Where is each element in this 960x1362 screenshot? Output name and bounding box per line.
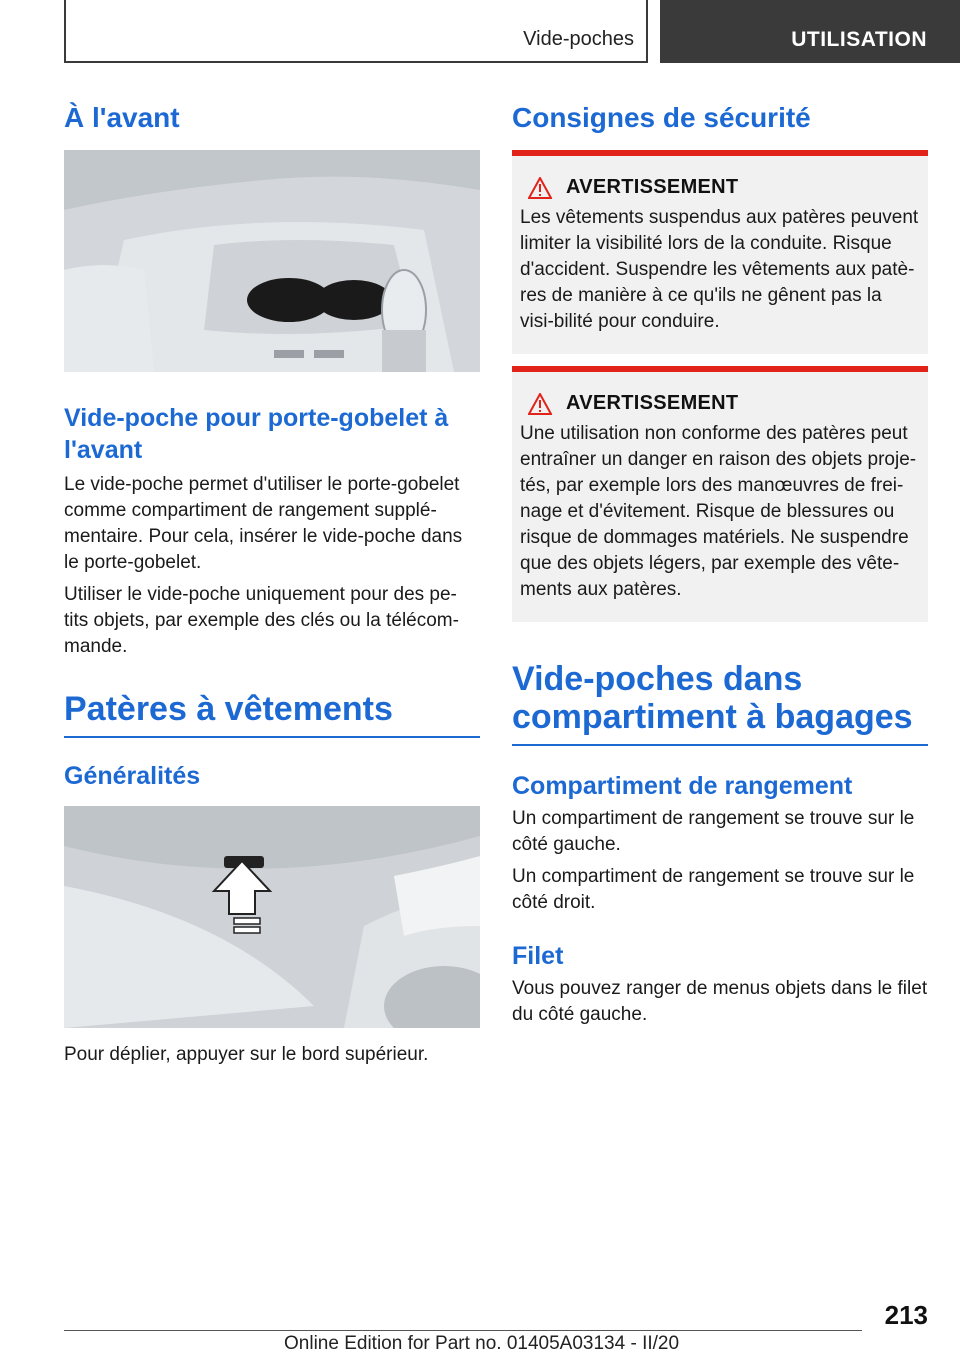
header-chapter-title: UTILISATION bbox=[791, 28, 927, 51]
header-section-title: Vide-poches bbox=[523, 28, 634, 50]
header-section-box bbox=[64, 0, 648, 63]
footer-edition: Online Edition for Part no. 01405A03134 - II/20 bbox=[284, 1333, 680, 1354]
warning-text-1: Les vêtements suspendus aux patères peuvent limiter la visibilité lors de la conduite. Risque d'accident. Suspendre les vêtements aux patè-res de manière à ce qu'ils ne gênent pas la visi-bilité pour conduire. bbox=[520, 207, 919, 332]
warning-triangle-icon bbox=[528, 393, 552, 415]
image-coat-hook bbox=[64, 806, 480, 1028]
warning-label-1: AVERTISSEMENT bbox=[566, 176, 739, 198]
heading-trunk-storage: Vide-poches dans compartiment à bagages bbox=[512, 660, 928, 746]
left-column bbox=[64, 100, 480, 1068]
footer-divider bbox=[64, 1330, 862, 1331]
subheading-net: Filet bbox=[512, 942, 564, 970]
heading-coat-hooks: Patères à vêtements bbox=[64, 690, 480, 738]
subheading-general: Généralités bbox=[64, 762, 201, 790]
page-number: 213 bbox=[884, 1300, 928, 1330]
right-column bbox=[512, 100, 928, 1028]
heading-front: À l'avant bbox=[64, 102, 180, 133]
heading-safety: Consignes de sécurité bbox=[512, 102, 811, 133]
subheading-cupholder: Vide-poche pour porte-gobelet à l'avant bbox=[64, 404, 449, 464]
warning-box-1 bbox=[512, 150, 928, 354]
para-cupholder-2: Utiliser le vide-poche uniquement pour des pe-tits objets, par exemple des clés ou la télécom-mande. bbox=[64, 584, 459, 657]
warning-label-2: AVERTISSEMENT bbox=[566, 392, 739, 414]
warning-box-2 bbox=[512, 366, 928, 622]
para-storage-left: Un compartiment de rangement se trouve sur le côté gauche. bbox=[512, 808, 915, 855]
subheading-storage: Compartiment de rangement bbox=[512, 772, 853, 800]
warning-text-2: Une utilisation non conforme des patères peut entraîner un danger en raison des objets proje-tés, par exemple lors des manœuvres de frei-nage et d'évitement. Risque de blessures ou risque de dommages matériels. Ne suspendre que des objets légers, par exemple des vête-ments aux patères. bbox=[520, 423, 917, 600]
para-cupholder-1: Le vide-poche permet d'utiliser le porte-gobelet comme compartiment de rangement supplé-mentaire. Pour cela, insérer le vide-poche dans le porte-gobelet. bbox=[64, 474, 463, 573]
para-storage-right: Un compartiment de rangement se trouve sur le côté droit. bbox=[512, 866, 915, 913]
cupholder-illustration bbox=[64, 150, 480, 372]
para-net: Vous pouvez ranger de menus objets dans le filet du côté gauche. bbox=[512, 978, 928, 1025]
para-unfold: Pour déplier, appuyer sur le bord supérieur. bbox=[64, 1044, 429, 1065]
image-cupholder bbox=[64, 150, 480, 372]
coat-hook-illustration bbox=[64, 806, 480, 1028]
warning-triangle-icon bbox=[528, 177, 552, 199]
header-chapter-tab bbox=[660, 0, 960, 63]
